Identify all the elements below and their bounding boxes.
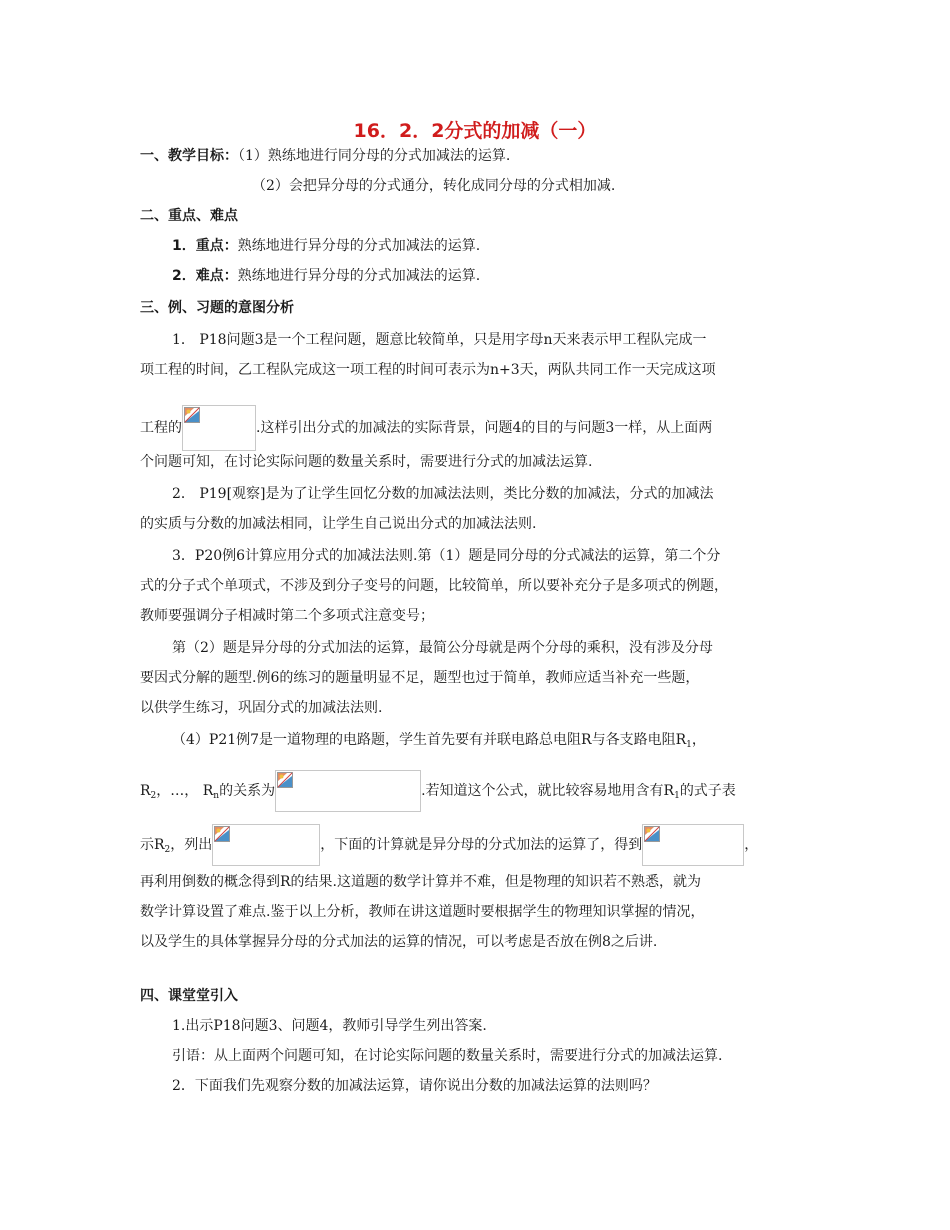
analysis-p5-line-6: 以及学生的具体掌握异分母的分式加法的运算的情况，可以考虑是否放在例8之后讲. — [140, 934, 658, 950]
analysis-p5-line-3 — [140, 824, 758, 866]
r2-subscript-2: 2 — [164, 845, 171, 855]
analysis-p3-line-1: 3．P20例6计算应用分式的加减法法则.第（1）题是同分母的分式减法的运算，第二个分 — [172, 548, 721, 564]
analysis-p5-line-3c: ，下面的计算就是异分母的分式加法的运算了，得到 — [320, 837, 643, 853]
broken-image-icon — [184, 407, 200, 423]
analysis-p5-line-2b: .若知道这个公式，就比较容易地用含有R — [421, 783, 675, 799]
goals-item-2: （2）会把异分母的分式通分，转化成同分母的分式相加减. — [252, 178, 616, 194]
analysis-p1-line-4: 个问题可知，在讨论实际问题的数量关系时，需要进行分式的加减法运算. — [140, 454, 593, 470]
analysis-p4-line-2: 要因式分解的题型.例6的练习的题量明显不足，题型也过于简单，教师应适当补充一些题， — [140, 670, 700, 686]
intro-line-2: 引语：从上面两个问题可知，在讨论实际问题的数量关系时，需要进行分式的加减法运算. — [172, 1048, 723, 1064]
formula-image-4 — [642, 824, 744, 866]
analysis-p1-line-1: 1． P18问题3是一个工程问题，题意比较简单，只是用字母n天来表示甲工程队完成一 — [172, 332, 707, 348]
difficult-point-text: 熟练地进行异分母的分式加减法的运算. — [237, 268, 481, 284]
analysis-p1-line-3a: 工程的 — [140, 420, 182, 436]
analysis-p5-line-3d: ， — [744, 837, 759, 853]
formula-image-1 — [182, 405, 256, 451]
key-points-heading: 二、重点、难点 — [140, 208, 238, 224]
difficult-point-line — [172, 266, 480, 286]
r1-subscript-2: 1 — [674, 791, 680, 801]
broken-image-icon — [277, 772, 293, 788]
analysis-p1-line-3b: .这样引出分式的加减法的实际背景，问题4的目的与问题3一样，从上面两 — [256, 420, 713, 436]
analysis-p5-line-2c: 的式子表 — [679, 783, 736, 799]
analysis-p1-line-2: 项工程的时间，乙工程队完成这一项工程的时间可表示为n+3天，两队共同工作一天完成这项 — [140, 362, 716, 378]
relation-text: 的关系为 — [219, 783, 276, 799]
broken-image-icon — [214, 826, 230, 842]
intro-line-3: 2．下面我们先观察分数的加减法运算，请你说出分数的加减法运算的法则吗？ — [172, 1078, 657, 1094]
intro-heading: 四、课堂堂引入 — [140, 988, 238, 1004]
key-point-line — [172, 236, 480, 256]
rn-symbol: ，…， R — [156, 783, 214, 799]
difficult-point-label: 2．难点： — [172, 268, 238, 284]
analysis-p5-line-1a: （4）P21例7是一道物理的电路题，学生首先要有并联电路总电阻R与各支路电阻R — [172, 732, 687, 748]
analysis-p2-line-2: 的实质与分数的加减法相同，让学生自己说出分式的加减法法则. — [140, 516, 537, 532]
analysis-p5-line-4: 再利用倒数的概念得到R的结果.这道题的数学计算并不难，但是物理的知识若不熟悉，就为 — [140, 874, 701, 890]
goals-item-1: （1）熟练地进行同分母的分式加减法的运算. — [238, 148, 511, 164]
analysis-p5-line-2 — [140, 770, 736, 812]
analysis-p1-line-3 — [140, 405, 712, 451]
analysis-p4-line-3: 以供学生练习，巩固分式的加减法法则. — [140, 700, 383, 716]
analysis-p3-line-3: 教师要强调分子相减时第二个多项式注意变号； — [140, 608, 434, 624]
goals-heading: 一、教学目标： — [140, 148, 238, 164]
analysis-p3-line-2: 式的分子式个单项式，不涉及到分子变号的问题，比较简单，所以要补充分子是多项式的例题， — [140, 578, 728, 594]
r2-symbol: R — [140, 783, 151, 799]
formula-image-2 — [275, 770, 421, 812]
analysis-p2-line-1: 2． P19[观察]是为了让学生回忆分数的加减法法则，类比分数的加减法，分式的加减法 — [172, 486, 714, 502]
broken-image-icon — [644, 826, 660, 842]
intro-line-1: 1.出示P18问题3、问题4，教师引导学生列出答案. — [172, 1018, 487, 1034]
page-title: 16．2．2分式的加减（一） — [353, 120, 597, 142]
formula-image-3 — [212, 824, 320, 866]
rn-subscript: n — [213, 791, 220, 801]
r1-subscript: 1 — [686, 740, 692, 750]
analysis-p5-line-1b: ， — [691, 732, 706, 748]
r2-text: 示R — [140, 837, 165, 853]
analysis-p5-line-5: 数学计算设置了难点.鉴于以上分析，教师在讲这道题时要根据学生的物理知识掌握的情况， — [140, 904, 705, 920]
goals-line-1 — [140, 146, 510, 166]
key-point-label: 1．重点： — [172, 238, 238, 254]
analysis-p5-line-1 — [172, 730, 706, 755]
list-text: ，列出 — [170, 837, 213, 853]
analysis-heading: 三、例、习题的意图分析 — [140, 300, 294, 316]
r2-subscript: 2 — [150, 791, 157, 801]
analysis-p4-line-1: 第（2）题是异分母的分式加法的运算，最简公分母就是两个分母的乘积，没有涉及分母 — [172, 640, 713, 656]
key-point-text: 熟练地进行异分母的分式加减法的运算. — [237, 238, 481, 254]
